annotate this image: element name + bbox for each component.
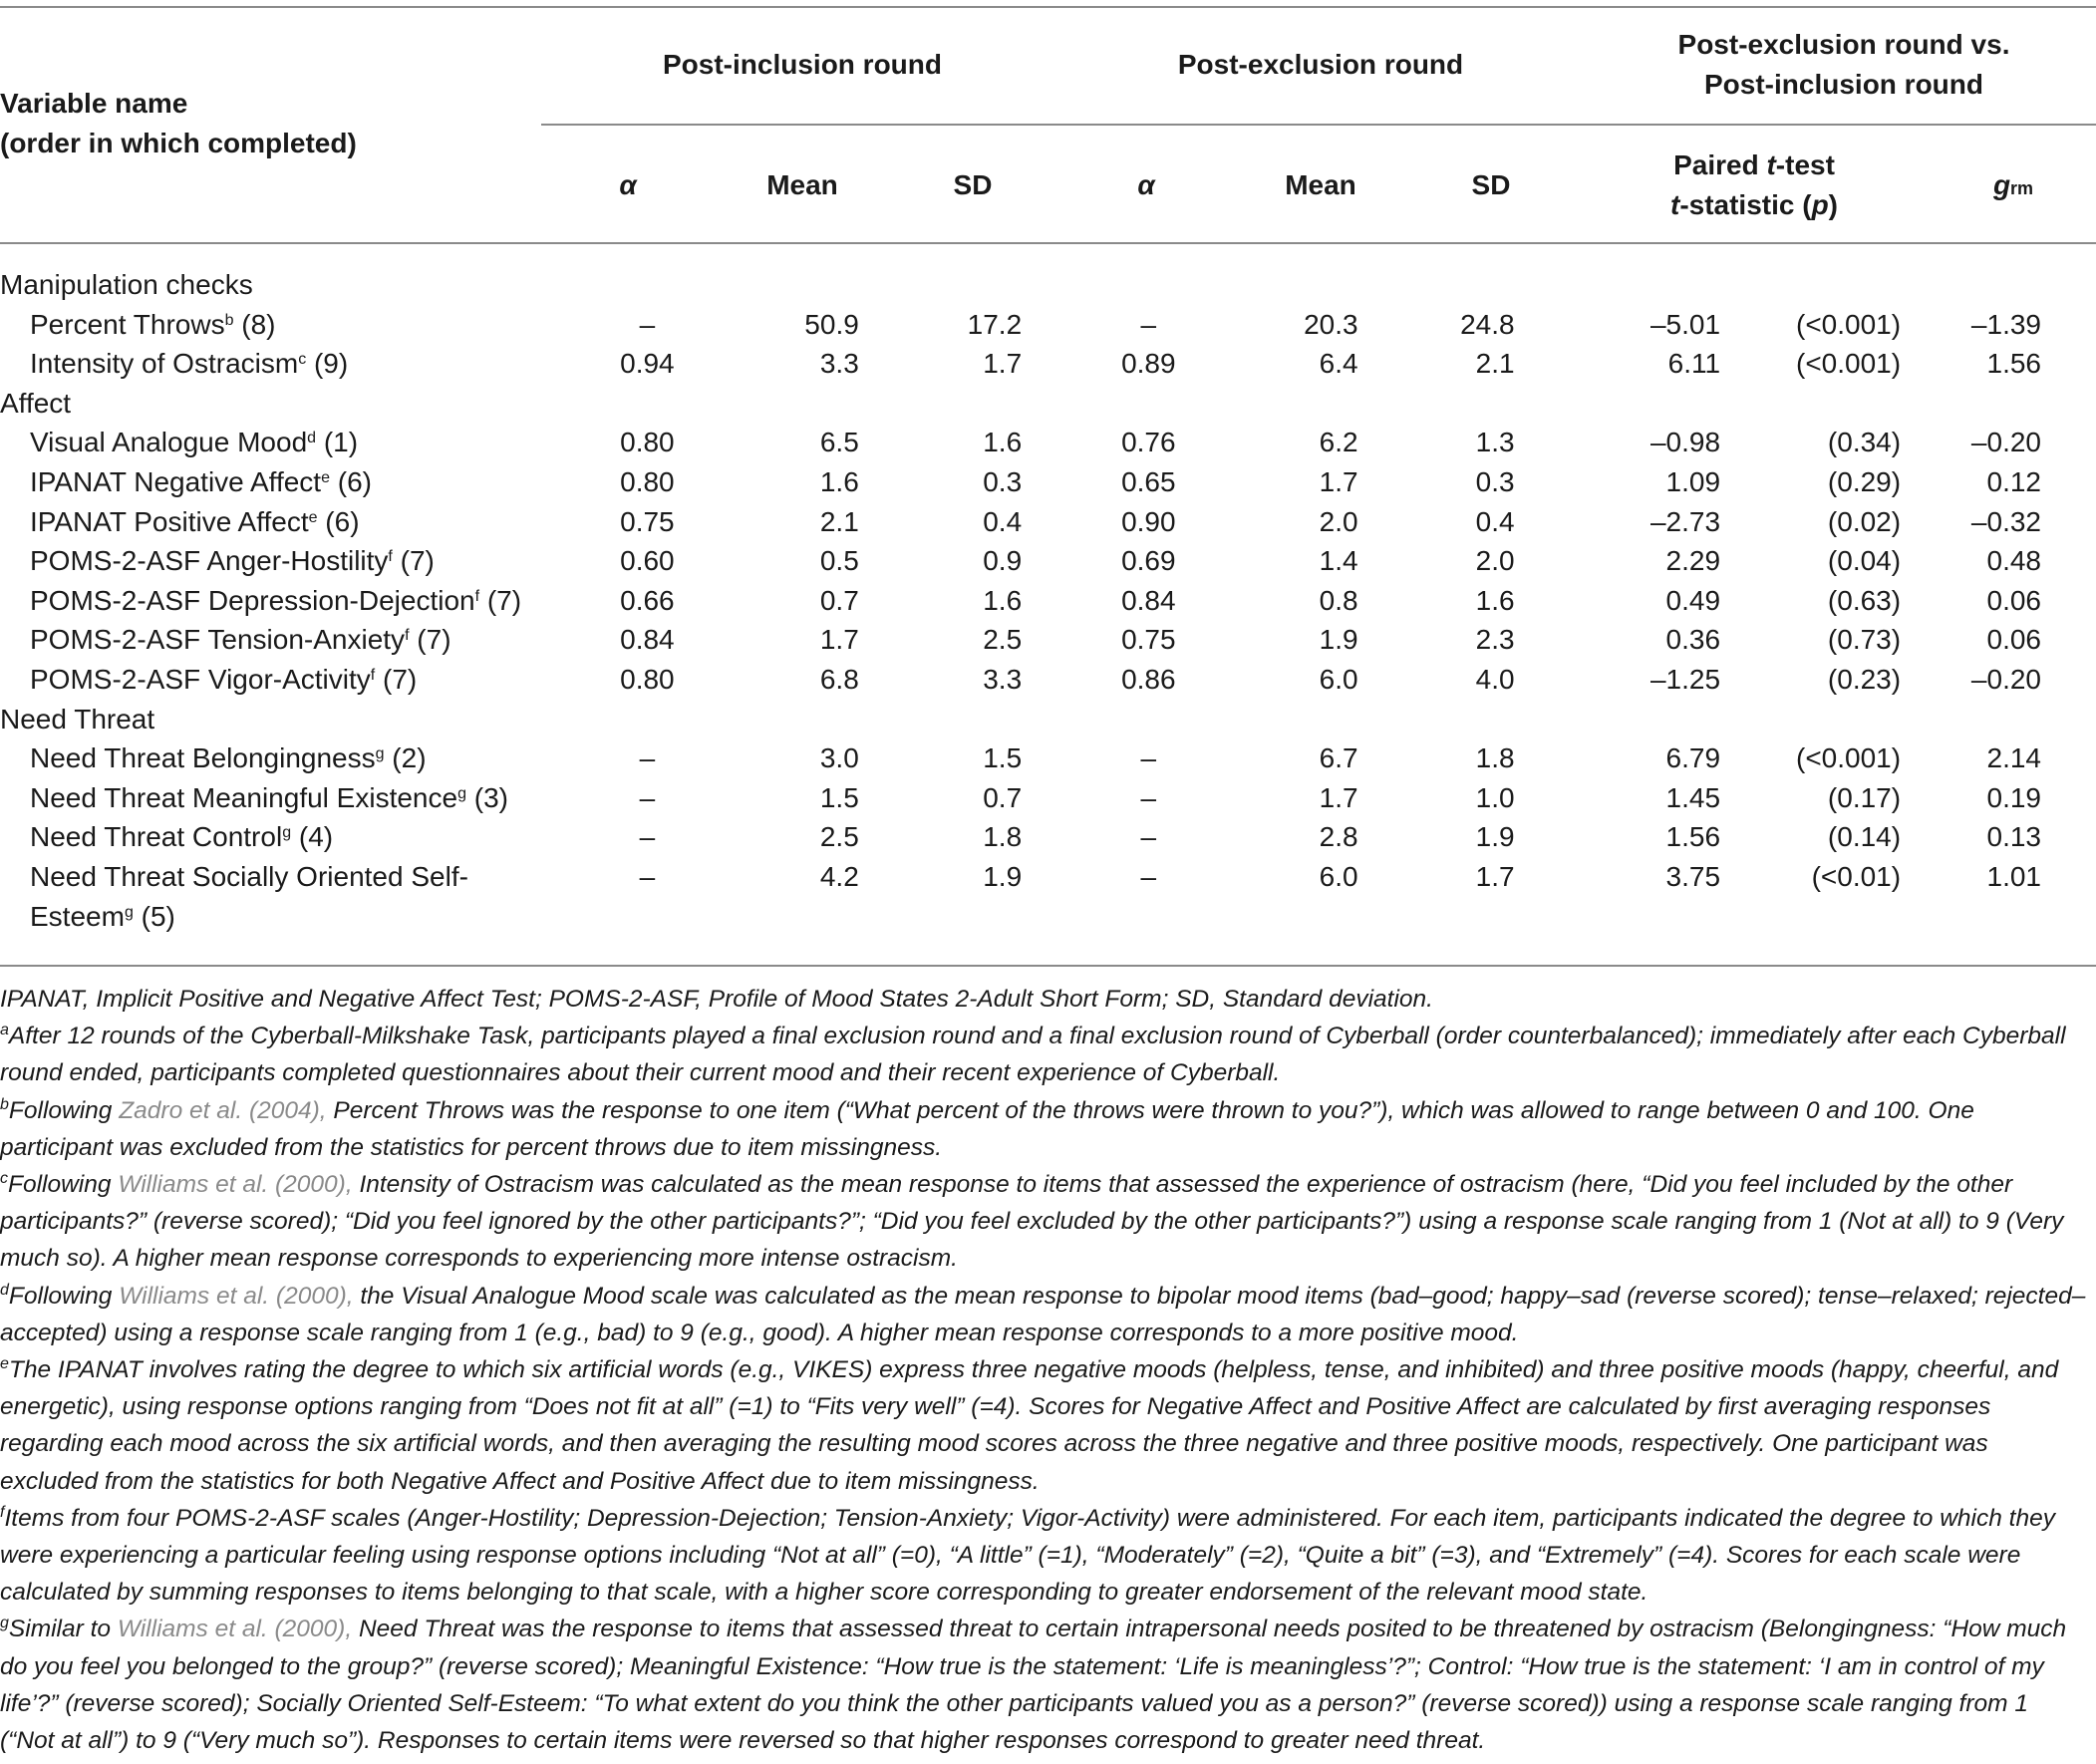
cell-t: 3.75 xyxy=(1665,860,1721,892)
cell-m2: 6.0 xyxy=(1319,860,1358,892)
section-title: Manipulation checks xyxy=(0,269,253,300)
col-sd-inclusion: SD xyxy=(953,169,993,200)
note-a: $^a$After 12 rounds of the Cyberball-Milkshake Task, participants played a final exclusion round and a final exclusion round of Cyberball (order counterbalanced); immediately after each Cyberball round ended, participants completed questionnaires about their current mood and their recent experience of Cyberball. xyxy=(0,1022,2066,1087)
cell-s2: 1.7 xyxy=(1475,860,1515,892)
cell-a1: 0.75 xyxy=(620,505,675,537)
cell-m2: 1.9 xyxy=(1319,624,1358,656)
cell-p: (<0.001) xyxy=(1796,348,1902,380)
table-row xyxy=(0,738,2096,778)
cell-s2: 2.0 xyxy=(1475,545,1515,577)
cell-a1: – xyxy=(639,860,656,892)
variable-name: IPANAT Negative Affect$^e$ (6) xyxy=(30,465,372,497)
group-header-compare-line1: Post-exclusion round vs. xyxy=(1677,29,2010,60)
cell-s1: 1.5 xyxy=(983,742,1023,774)
cell-g: –0.32 xyxy=(1970,505,2041,537)
cell-t: 6.11 xyxy=(1667,348,1721,380)
cell-s2: 2.1 xyxy=(1475,348,1515,380)
cell-s2: 1.6 xyxy=(1475,584,1515,616)
table-row xyxy=(0,581,2096,621)
cell-g: 0.48 xyxy=(1986,545,2041,577)
cell-s1: 0.7 xyxy=(983,781,1023,813)
cell-m2: 6.0 xyxy=(1319,663,1358,695)
table-row xyxy=(0,778,2096,818)
cell-a1: 0.80 xyxy=(620,465,675,497)
cell-m1: 4.2 xyxy=(819,860,859,892)
cell-a2: 0.65 xyxy=(1121,465,1176,497)
cell-a1: 0.94 xyxy=(620,348,675,380)
cell-m1: 3.0 xyxy=(819,742,859,774)
note-abbrev: IPANAT, Implicit Positive and Negative Affect Test; POMS-2-ASF, Profile of Mood States 2-Adult Short Form; SD, Standard deviation. xyxy=(0,986,1433,1013)
variable-order-header: (order in which completed) xyxy=(0,128,357,158)
note-c: $^c$Following Williams et al. (2000), Intensity of Ostracism was calculated as the mean response to items that assessed the experience of ostracism (here, “Did you feel included by the other participants?” (reverse scored); “Did you feel ignored by the other participants?”; “Did you feel excluded by the other participants?”) using a response scale ranging from 1 (Not at all) to 9 (Very much so). A higher mean response corresponds to experiencing more intense ostracism. xyxy=(0,1170,2064,1273)
cell-a1: 0.60 xyxy=(620,545,675,577)
section-row xyxy=(0,700,2096,739)
table-row xyxy=(0,541,2096,581)
cell-m2: 2.8 xyxy=(1319,821,1358,853)
note-e: $^e$The IPANAT involves rating the degree to which six artificial words (e.g., VIKES) express three negative moods (helpless, tense, and inhibited) and three positive moods (happy, cheerful, and energetic), using response options ranging from “Does not fit at all” (=1) to “Fits very well” (=4). Scores for Negative Affect and Positive Affect are calculated by first averaging responses regarding each mood across the six artificial words, and then averaging the resulting mood scores across the three negative and three positive moods, respectively. One participant was excluded from the statistics for both Negative Affect and Positive Affect due to item missingness. xyxy=(0,1355,2059,1495)
variable-name: Need Threat Meaningful Existence$^g$ (3) xyxy=(30,781,508,813)
cell-s2: 1.3 xyxy=(1475,427,1515,458)
cell-p: (0.34) xyxy=(1827,427,1902,458)
cell-s1: 0.4 xyxy=(983,505,1023,537)
group-header-rule xyxy=(541,124,2096,126)
ref-williams-2000[interactable]: Williams et al. (2000), xyxy=(119,1282,354,1310)
variable-name: POMS-2-ASF Vigor-Activity$^f$ (7) xyxy=(30,663,418,695)
cell-m1: 2.5 xyxy=(819,821,859,853)
cell-m1: 1.7 xyxy=(819,624,859,656)
cell-p: (0.63) xyxy=(1827,584,1902,616)
cell-m2: 6.4 xyxy=(1319,348,1358,380)
cell-a2: 0.84 xyxy=(1121,584,1176,616)
cell-p: (<0.001) xyxy=(1796,742,1902,774)
cell-p: (0.17) xyxy=(1827,781,1902,813)
table-footnotes xyxy=(0,981,2089,1759)
cell-s1: 1.8 xyxy=(983,821,1023,853)
section-row xyxy=(0,384,2096,424)
cell-p: (0.02) xyxy=(1827,505,1902,537)
variable-name: Intensity of Ostracism$^c$ (9) xyxy=(30,348,349,380)
bottom-rule xyxy=(0,965,2096,967)
variable-name: POMS-2-ASF Anger-Hostility$^f$ (7) xyxy=(30,545,435,577)
note-f: $^f$Items from four POMS-2-ASF scales (Anger-Hostility; Depression-Dejection; Tension-Anxiety; Vigor-Activity) were administered. For each item, participants indicated the degree to which they were experiencing a particular feeling using response options including “Not at all” (=0), “A little” (=1), “Moderately” (=2), “Quite a bit” (=3), and “Extremely” (=4). Scores for each scale were calculated by summing responses to items belonging to that scale, with a higher score corresponding to greater endorsement of the relevant mood state. xyxy=(0,1503,2055,1607)
cell-s2: 1.0 xyxy=(1475,781,1515,813)
cell-s1: 1.6 xyxy=(983,427,1023,458)
variable-name: Visual Analogue Mood$^d$ (1) xyxy=(30,427,359,458)
table-row xyxy=(0,462,2096,502)
cell-m2: 1.4 xyxy=(1319,545,1358,577)
variable-name: POMS-2-ASF Depression-Dejection$^f$ (7) xyxy=(30,584,522,616)
cell-a2: – xyxy=(1140,308,1157,340)
cell-t: 1.45 xyxy=(1665,781,1721,813)
cell-s1: 0.3 xyxy=(983,465,1023,497)
group-header-inclusion: Post-inclusion round xyxy=(663,49,942,80)
variable-name: POMS-2-ASF Tension-Anxiety$^f$ (7) xyxy=(30,624,451,656)
cell-s1: 3.3 xyxy=(983,663,1023,695)
header-rule xyxy=(0,242,2096,244)
variable-name: Need Threat Belongingness$^g$ (2) xyxy=(30,742,427,774)
cell-a1: 0.84 xyxy=(620,624,675,656)
note-b: $^b$Following Zadro et al. (2004), Percent Throws was the response to one item (“What percent of the throws were thrown to you?”), which was allowed to range between 0 and 100. One participant was excluded from the statistics for percent throws due to item missingness. xyxy=(0,1095,1974,1161)
cell-t: –5.01 xyxy=(1649,308,1721,340)
cell-m2: 0.8 xyxy=(1319,584,1358,616)
cell-t: –0.98 xyxy=(1649,427,1721,458)
cell-t: 1.09 xyxy=(1665,465,1721,497)
cell-s1: 2.5 xyxy=(983,624,1023,656)
cell-s2: 1.8 xyxy=(1475,742,1515,774)
col-g-rm: grm xyxy=(1992,169,2034,200)
cell-a2: – xyxy=(1140,781,1157,813)
top-rule xyxy=(0,6,2096,8)
cell-m1: 0.5 xyxy=(819,545,859,577)
table-row xyxy=(0,620,2096,660)
cell-p: (0.23) xyxy=(1827,663,1902,695)
cell-p: (0.29) xyxy=(1827,465,1902,497)
cell-t: 6.79 xyxy=(1665,742,1721,774)
cell-g: –1.39 xyxy=(1970,308,2041,340)
cell-g: 0.06 xyxy=(1986,584,2041,616)
variable-name: IPANAT Positive Affect$^e$ (6) xyxy=(30,505,360,537)
cell-p: (0.04) xyxy=(1827,545,1902,577)
cell-p: (<0.01) xyxy=(1811,860,1902,892)
cell-m2: 6.7 xyxy=(1319,742,1358,774)
cell-s1: 17.2 xyxy=(967,308,1023,340)
group-header-compare-line2: Post-inclusion round xyxy=(1704,69,1983,100)
cell-m1: 2.1 xyxy=(819,505,859,537)
cell-a1: 0.80 xyxy=(620,427,675,458)
col-alpha-inclusion: α xyxy=(619,169,637,200)
cell-g: –0.20 xyxy=(1970,663,2041,695)
cell-s2: 2.3 xyxy=(1475,624,1515,656)
table-row xyxy=(0,305,2096,345)
cell-m1: 0.7 xyxy=(819,584,859,616)
cell-s2: 0.4 xyxy=(1475,505,1515,537)
cell-t: 1.56 xyxy=(1665,821,1721,853)
cell-m2: 2.0 xyxy=(1319,505,1358,537)
cell-m1: 3.3 xyxy=(819,348,859,380)
section-row xyxy=(0,265,2096,305)
col-ttest-line1: Paired t-test xyxy=(1673,149,1835,180)
cell-t: 0.36 xyxy=(1665,624,1721,656)
cell-s2: 1.9 xyxy=(1475,821,1515,853)
cell-a2: 0.75 xyxy=(1121,624,1176,656)
ref-williams-2000[interactable]: Williams et al. (2000), xyxy=(117,1616,353,1643)
cell-a2: – xyxy=(1140,860,1157,892)
cell-a1: 0.66 xyxy=(620,584,675,616)
cell-g: 1.56 xyxy=(1986,348,2041,380)
cell-p: (<0.001) xyxy=(1796,308,1902,340)
variable-name: Need Threat Control$^g$ (4) xyxy=(30,821,334,853)
cell-a2: 0.86 xyxy=(1121,663,1176,695)
cell-m1: 6.5 xyxy=(819,427,859,458)
section-title: Affect xyxy=(0,387,72,419)
cell-s1: 0.9 xyxy=(983,545,1023,577)
cell-m1: 6.8 xyxy=(819,663,859,695)
table-row xyxy=(0,502,2096,542)
cell-a1: – xyxy=(639,781,656,813)
table-row xyxy=(0,423,2096,462)
cell-s1: 1.6 xyxy=(983,584,1023,616)
table-row xyxy=(0,857,2096,936)
cell-m2: 1.7 xyxy=(1319,781,1358,813)
ref-williams-2000[interactable]: Williams et al. (2000), xyxy=(118,1171,353,1199)
cell-g: 0.06 xyxy=(1986,624,2041,656)
cell-t: 0.49 xyxy=(1665,584,1721,616)
cell-a2: 0.76 xyxy=(1121,427,1176,458)
group-header-exclusion: Post-exclusion round xyxy=(1177,49,1464,80)
col-mean-inclusion: Mean xyxy=(766,169,838,200)
cell-s1: 1.7 xyxy=(983,348,1023,380)
variable-name-header: Variable name xyxy=(0,88,188,119)
cell-m2: 20.3 xyxy=(1304,308,1358,340)
cell-p: (0.73) xyxy=(1827,624,1902,656)
cell-s2: 24.8 xyxy=(1460,308,1515,340)
cell-s2: 0.3 xyxy=(1475,465,1515,497)
cell-a1: – xyxy=(639,308,656,340)
cell-a2: – xyxy=(1140,821,1157,853)
section-title: Need Threat xyxy=(0,703,155,735)
cell-g: –0.20 xyxy=(1970,427,2041,458)
col-ttest-line2: t-statistic (p) xyxy=(1669,189,1838,220)
cell-g: 0.12 xyxy=(1986,465,2041,497)
cell-a1: – xyxy=(639,821,656,853)
cell-t: –2.73 xyxy=(1649,505,1721,537)
cell-g: 0.19 xyxy=(1986,781,2041,813)
col-sd-exclusion: SD xyxy=(1471,169,1511,200)
cell-s1: 1.9 xyxy=(983,860,1023,892)
cell-m2: 6.2 xyxy=(1319,427,1358,458)
cell-m1: 1.5 xyxy=(819,781,859,813)
cell-a1: 0.80 xyxy=(620,663,675,695)
cell-a2: – xyxy=(1140,742,1157,774)
cell-a1: – xyxy=(639,742,656,774)
table-row xyxy=(0,817,2096,857)
cell-t: 2.29 xyxy=(1665,545,1721,577)
variable-name: Need Threat Socially Oriented Self- Esteem$^g$ (5) xyxy=(30,860,468,932)
note-g: $^g$Similar to Williams et al. (2000), Need Threat was the response to items that assessed threat to certain intrapersonal needs posited to be threatened by ostracism (Belongingness: “How much do you feel you belonged to the group?” (reverse scored); Meaningful Existence: “How true is the statement: ‘Life is meaningless’?”; Control: “How true is the statement: ‘I am in control of my life’?” (reverse scored); Socially Oriented Self-Esteem: “To what extent do you think the other participants valued you as a person?” (reverse scored)) using a response scale ranging from 1 (“Not at all”) to 9 (“Very much so”). Responses to certain items were reversed so that higher responses correspond to greater need threat. xyxy=(0,1615,2067,1755)
cell-a2: 0.69 xyxy=(1121,545,1176,577)
data-table xyxy=(0,265,2096,936)
cell-p: (0.14) xyxy=(1827,821,1902,853)
cell-t: –1.25 xyxy=(1649,663,1721,695)
cell-a2: 0.90 xyxy=(1121,505,1176,537)
table-row xyxy=(0,344,2096,384)
cell-g: 2.14 xyxy=(1986,742,2041,774)
cell-a2: 0.89 xyxy=(1121,348,1176,380)
variable-name: Percent Throws$^b$ (8) xyxy=(30,308,276,340)
cell-s2: 4.0 xyxy=(1475,663,1515,695)
table-row xyxy=(0,660,2096,700)
ref-zadro-2004[interactable]: Zadro et al. (2004), xyxy=(119,1096,327,1124)
cell-g: 0.13 xyxy=(1986,821,2041,853)
note-d: $^d$Following Williams et al. (2000), the Visual Analogue Mood scale was calculated as the mean response to bipolar mood items (bad–good; happy–sad (reverse scored); tense–relaxed; rejected–accepted) using a response scale ranging from 1 (e.g., bad) to 9 (e.g., good). A higher mean response corresponds to a more positive mood. xyxy=(0,1281,2086,1346)
col-mean-exclusion: Mean xyxy=(1285,169,1356,200)
col-alpha-exclusion: α xyxy=(1137,169,1155,200)
cell-m2: 1.7 xyxy=(1319,465,1358,497)
cell-g: 1.01 xyxy=(1986,860,2041,892)
cell-m1: 1.6 xyxy=(819,465,859,497)
cell-m1: 50.9 xyxy=(804,308,859,340)
